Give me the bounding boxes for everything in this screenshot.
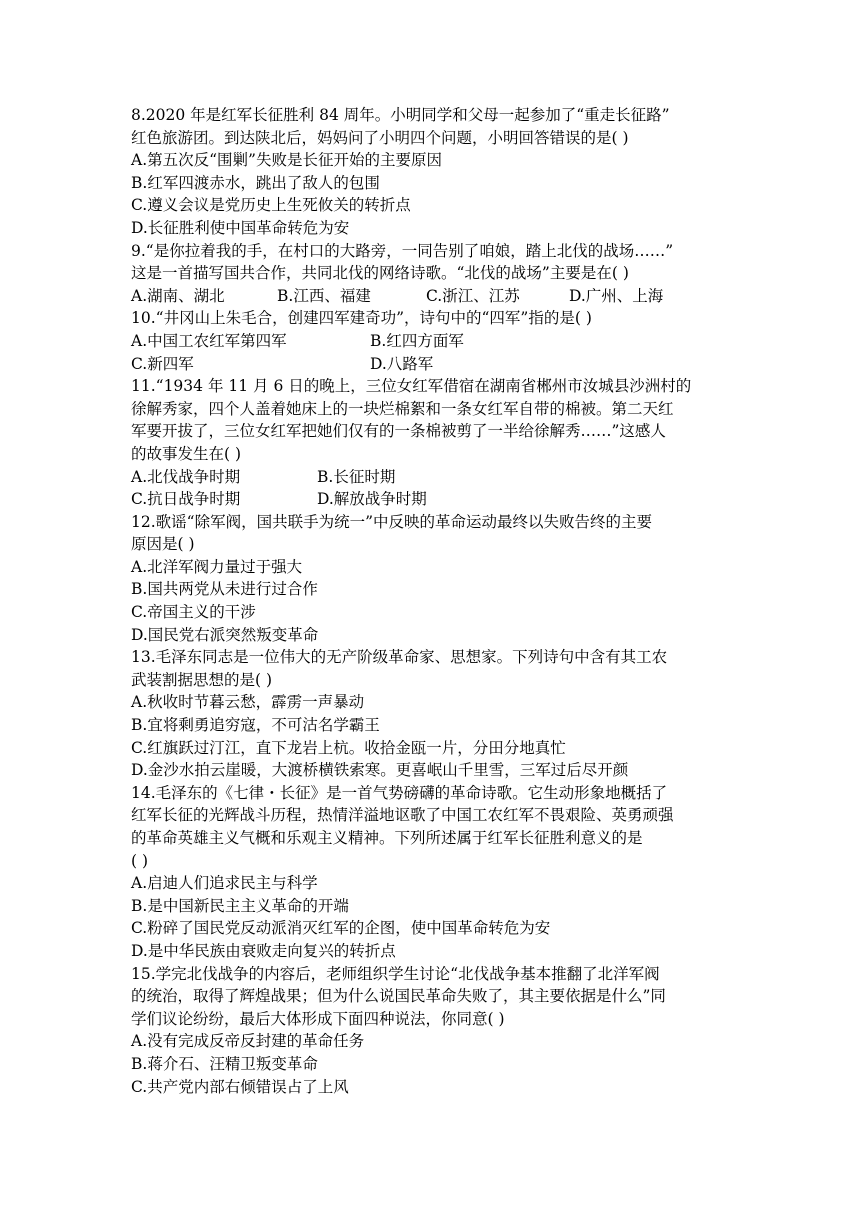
option-b: B.江西、福建: [277, 286, 371, 305]
option-d: D.广州、上海: [569, 286, 664, 305]
question-8: [131, 104, 731, 240]
option-b: B.红四方面军: [370, 331, 464, 350]
option-b: B.长征时期: [317, 467, 396, 486]
option-c: C.浙江、江苏: [426, 286, 520, 305]
option-row: [131, 466, 731, 489]
option-c: C.新四军: [131, 354, 194, 373]
option-row: [131, 488, 731, 511]
option-b: B.宜将剩勇追穷寇，不可沽名学霸王: [131, 716, 380, 735]
option-a: A.第五次反“围剿”失败是长征开始的主要原因: [131, 151, 442, 170]
question-text: 的统治，取得了辉煌战果；但为什么说国民革命失败了，其主要依据是什么”同: [131, 987, 666, 1006]
option-a: A.启迪人们追求民主与科学: [131, 874, 318, 893]
option-d: D.国民党右派突然叛变革命: [131, 625, 319, 644]
option-c: C.遵义会议是党历史上生死攸关的转折点: [131, 196, 411, 215]
option-a: A.北洋军阀力量过于强大: [131, 557, 303, 576]
option-row: [131, 285, 731, 308]
question-15: [131, 963, 731, 1099]
question-text: 的故事发生在( ): [131, 444, 242, 463]
option-d: D.八路军: [370, 354, 434, 373]
option-b: B.蒋介石、汪精卫叛变革命: [131, 1054, 318, 1073]
option-d: D.是中华民族由衰败走向复兴的转折点: [131, 941, 396, 960]
option-a: A.秋收时节暮云愁，霹雳一声暴动: [131, 693, 365, 712]
question-list: [131, 104, 731, 1098]
option-b: B.红军四渡赤水，跳出了敌人的包围: [131, 173, 380, 192]
option-c: C.红旗跃过汀江，直下龙岩上杭。收拾金瓯一片，分田分地真忙: [131, 738, 566, 757]
question-text: 武装割据思想的是( ): [131, 670, 273, 689]
question-text: 10.“井冈山上朱毛合，创建四军建奇功”，诗句中的“四军”指的是( ): [131, 309, 592, 328]
question-text: 这是一首描写国共合作，共同北伐的网络诗歌。“北伐的战场”主要是在( ): [131, 264, 629, 283]
option-d: D.解放战争时期: [317, 490, 427, 509]
option-d: D.长征胜利使中国革命转危为安: [131, 218, 350, 237]
option-a: A.没有完成反帝反封建的革命任务: [131, 1032, 365, 1051]
question-text: 原因是( ): [131, 535, 195, 554]
question-text: 13.毛泽东同志是一位伟大的无产阶级革命家、思想家。下列诗句中含有其工农: [131, 648, 668, 667]
option-c: C.粉碎了国民党反动派消灭红军的企图，使中国革命转危为安: [131, 919, 551, 938]
question-text: 15.学完北伐战争的内容后，老师组织学生讨论“北伐战争基本推翻了北洋军阀: [131, 964, 660, 983]
question-text: 的革命英雄主义气概和乐观主义精神。下列所述属于红军长征胜利意义的是: [131, 829, 643, 847]
question-text: 14.毛泽东的《七律・长征》是一首气势磅礴的革命诗歌。它生动形象地概括了: [131, 783, 668, 802]
option-a: A.中国工农红军第四军: [131, 331, 287, 350]
question-13: [131, 646, 731, 782]
question-text: ( ): [131, 851, 149, 870]
question-text: 徐解秀家，四个人盖着她床上的一块烂棉絮和一条女红军自带的棉被。第二天红: [131, 399, 674, 418]
option-row: [131, 330, 731, 353]
option-d: D.金沙水拍云崖暖，大渡桥横铁索寒。更喜岷山千里雪，三军过后尽开颜: [131, 761, 629, 780]
option-b: B.是中国新民主主义革命的开端: [131, 896, 349, 915]
option-c: C.共产党内部右倾错误占了上风: [131, 1077, 349, 1096]
question-text: 8.2020 年是红军长征胜利 84 周年。小明同学和父母一起参加了“重走长征路”: [131, 106, 670, 124]
question-text: 学们议论纷纷，最后大体形成下面四种说法，你同意( ): [131, 1009, 505, 1028]
question-11: [131, 375, 731, 511]
question-text: 红军长征的光辉战斗历程，热情洋溢地讴歌了中国工农红军不畏艰险、英勇顽强: [131, 806, 674, 825]
option-c: C.帝国主义的干涉: [131, 603, 256, 622]
option-row: [131, 353, 731, 376]
option-a: A.湖南、湖北: [131, 286, 225, 305]
question-text: 12.歌谣“除军阀，国共联手为统一”中反映的革命运动最终以失败告终的主要: [131, 512, 653, 531]
question-9: [131, 240, 731, 308]
option-c: C.抗日战争时期: [131, 490, 241, 509]
question-text: 红色旅游团。到达陕北后，妈妈问了小明四个问题，小明回答错误的是( ): [131, 128, 629, 147]
question-10: [131, 307, 731, 375]
question-text: 11.“1934 年 11 月 6 日的晚上，三位女红军借宿在湖南省郴州市汝城县沙洲村的: [131, 377, 692, 396]
question-14: [131, 782, 731, 963]
option-a: A.北伐战争时期: [131, 467, 241, 486]
question-text: 9.“是你拉着我的手，在村口的大路旁，一同告别了咱娘，踏上北伐的战场……”: [131, 241, 674, 260]
question-text: 军要开拔了，三位女红军把她们仅有的一条棉被剪了一半给徐解秀……”这感人: [131, 422, 666, 441]
question-12: [131, 511, 731, 647]
option-b: B.国共两党从未进行过合作: [131, 580, 318, 599]
